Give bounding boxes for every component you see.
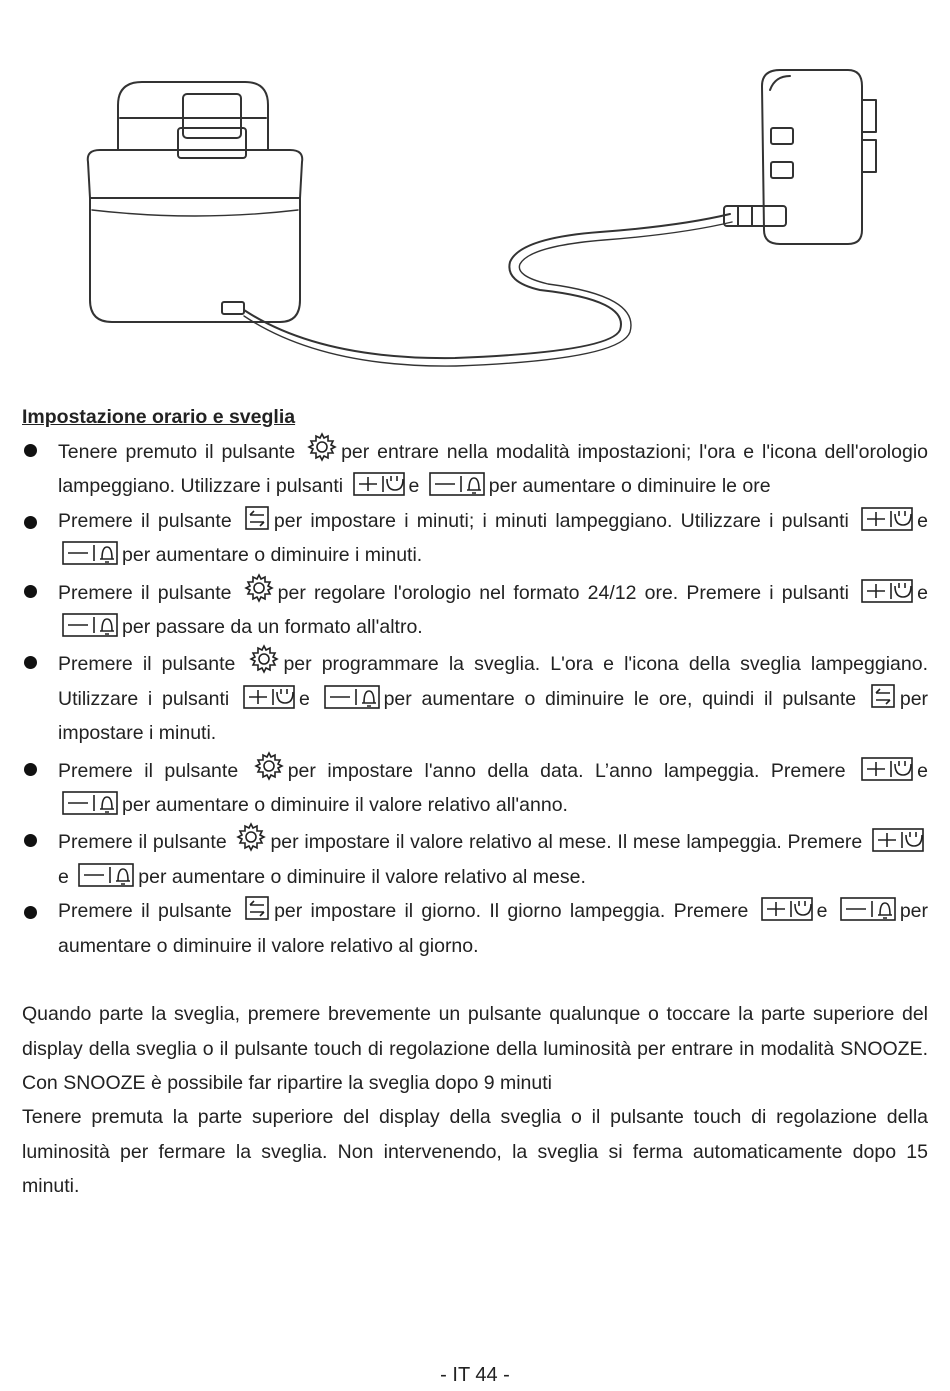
instruction-text: per aumentare o diminuire il valore relativo al mese.: [138, 865, 586, 888]
plus-light-icon: [353, 472, 405, 496]
instruction-text: Premere il pulsante: [58, 509, 232, 532]
gear-icon: [236, 822, 266, 852]
minus-bell-icon: [429, 472, 485, 496]
device-charging-illustration: [0, 0, 950, 380]
instruction-text: e: [816, 900, 828, 923]
instruction-text: per impostare i minuti.: [58, 687, 929, 745]
plus-light-icon: [861, 757, 913, 781]
minus-bell-icon: [78, 863, 134, 887]
set-arrow-icon: [244, 505, 270, 531]
snooze-paragraph: [22, 997, 928, 1203]
instruction-list: [22, 432, 928, 963]
instruction-text: e: [408, 475, 420, 498]
instruction-item: [22, 894, 928, 963]
instruction-item: [22, 573, 928, 645]
instruction-text: per aumentare o diminuire il valore relativo all'anno.: [122, 794, 568, 817]
plus-light-icon: [243, 685, 295, 709]
instruction-text: per impostare i minuti; i minuti lampeggiano. Utilizzare i pulsanti: [273, 509, 849, 532]
instruction-text: Premere il pulsante: [58, 831, 227, 854]
instruction-item: [22, 504, 928, 573]
instruction-text: e: [58, 865, 69, 888]
stop-alarm-text: Tenere premuta la parte superiore del display della sveglia o il pulsante touch di regolazione della luminosità per fermare la sveglia. Non intervenendo, la sveglia si ferma automaticamente dopo 15 minuti.: [22, 1106, 928, 1198]
instruction-text: Premere il pulsante: [58, 759, 239, 782]
plus-light-icon: [861, 579, 913, 603]
instruction-text: e: [917, 509, 928, 532]
minus-bell-icon: [324, 685, 380, 709]
set-arrow-icon: [870, 683, 896, 709]
instruction-item: [22, 822, 928, 894]
gear-icon: [254, 751, 284, 781]
instruction-text: per aumentare o diminuire i minuti.: [122, 544, 423, 567]
minus-bell-icon: [62, 791, 118, 815]
instruction-text: per impostare il giorno. Il giorno lampeggia. Premere: [274, 900, 749, 923]
instruction-text: per entrare nella modalità impostazioni; l'ora e l'icona dell'orologio lampeggiano. Utilizzare i pulsanti: [58, 441, 928, 498]
instruction-item: [22, 751, 928, 823]
gear-icon: [307, 432, 337, 462]
plus-light-icon: [761, 897, 813, 921]
instruction-text: Premere il pulsante: [58, 900, 232, 923]
instruction-text: per passare da un formato all'altro.: [122, 616, 423, 639]
instruction-text: per impostare il valore relativo al mese. Il mese lampeggia. Premere: [270, 831, 863, 854]
section-heading: Impostazione orario e sveglia: [22, 406, 296, 428]
minus-bell-icon: [62, 613, 118, 637]
page-number: - IT 44 -: [440, 1364, 510, 1386]
instruction-text: Tenere premuto il pulsante: [58, 441, 296, 463]
instruction-text: Premere il pulsante: [58, 581, 232, 604]
gear-icon: [249, 644, 279, 674]
instruction-text: per aumentare o diminuire le ore, quindi il pulsante: [383, 687, 857, 710]
gear-icon: [244, 573, 274, 603]
instruction-text: e: [298, 687, 310, 710]
instruction-text: per aumentare o diminuire le ore: [488, 475, 771, 498]
minus-bell-icon: [840, 897, 896, 921]
instruction-text: e: [917, 759, 929, 782]
instruction-text: per regolare l'orologio nel formato 24/12 ore. Premere i pulsanti: [277, 581, 849, 604]
plus-light-icon: [872, 828, 924, 852]
instruction-text: Premere il pulsante: [58, 653, 236, 676]
instructions: [22, 402, 928, 1204]
instruction-text: per impostare l'anno della data. L’anno lampeggia. Premere: [287, 759, 846, 782]
set-arrow-icon: [244, 895, 270, 921]
instruction-text: per programmare la sveglia. L'ora e l'icona della sveglia lampeggiano. Utilizzare i pulsanti: [58, 653, 929, 710]
instruction-item: [22, 644, 928, 750]
minus-bell-icon: [62, 541, 118, 565]
snooze-text: Quando parte la sveglia, premere brevemente un pulsante qualunque o toccare la parte superiore del display della sveglia o il pulsante touch di regolazione della luminosità per entrare in modalità SNOOZE. Con SNOOZE è possibile far ripartire la sveglia dopo 9 minuti: [22, 1003, 928, 1094]
instruction-item: [22, 432, 928, 504]
instruction-text: e: [917, 581, 928, 604]
instruction-text: per aumentare o diminuire il valore relativo al giorno.: [58, 900, 928, 957]
plus-light-icon: [861, 507, 913, 531]
